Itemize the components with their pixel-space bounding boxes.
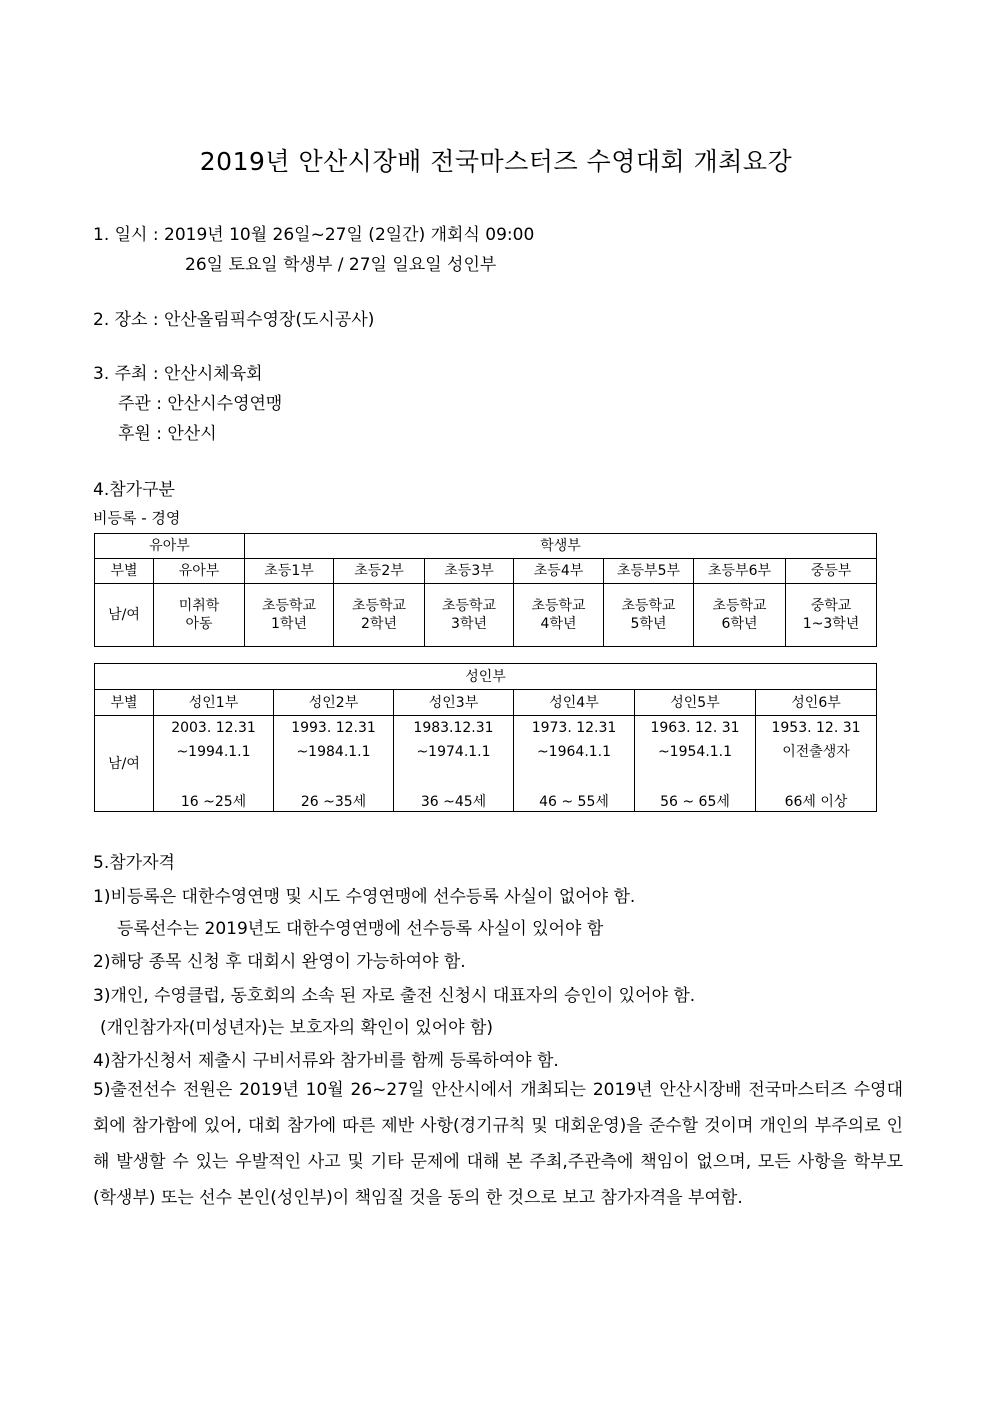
column-header: 성인5부 — [635, 690, 756, 716]
cell-text: 중학교 — [810, 598, 852, 614]
adult-division-table — [94, 663, 877, 812]
qualification-item: 4)참가신청서 제출시 구비서류와 참가비를 함께 등록하여야 함. — [93, 1051, 559, 1071]
table-cell — [154, 716, 274, 812]
table-cell — [154, 584, 245, 647]
column-header: 초등부6부 — [694, 559, 786, 584]
cell-text: 초등학교 — [261, 598, 317, 614]
qualification-item: 3)개인, 수영클럽, 동호회의 소속 된 자로 출전 신청시 대표자의 승인이 있어야 함. — [93, 986, 696, 1006]
column-header: 초등2부 — [334, 559, 425, 584]
birth-end: ~1994.1.1 — [176, 744, 251, 760]
birth-end: 이전출생자 — [782, 744, 850, 760]
section5-heading: 5.참가자격 — [93, 853, 175, 873]
birth-end: ~1984.1.1 — [296, 744, 371, 760]
group-header-adult: 성인부 — [95, 664, 877, 690]
age-range: 46 ~ 55세 — [539, 794, 609, 810]
cell-text: 4학년 — [540, 616, 577, 632]
table-cell — [95, 584, 154, 647]
birth-start: 1953. 12. 31 — [771, 720, 861, 736]
cell-text: 6학년 — [721, 616, 758, 632]
table-cell — [756, 716, 877, 812]
student-division-table — [94, 533, 877, 647]
group-header-student: 학생부 — [245, 534, 877, 559]
table-cell — [245, 584, 334, 647]
table-cell — [425, 584, 514, 647]
column-header: 초등부5부 — [604, 559, 694, 584]
cell-text: 초등학교 — [441, 598, 497, 614]
group-header-preschool: 유아부 — [95, 534, 245, 559]
table-cell — [514, 584, 604, 647]
age-range: 66세 이상 — [784, 794, 848, 810]
sponsor-line: 후원 : 안산시 — [118, 424, 217, 444]
birth-start: 1963. 12. 31 — [650, 720, 740, 736]
age-range: 56 ~ 65세 — [660, 794, 730, 810]
host-line: 3. 주최 : 안산시체육회 — [93, 364, 263, 384]
table-cell — [394, 716, 514, 812]
qualification-item: 2)해당 종목 신청 후 대회시 완영이 가능하여야 함. — [93, 952, 466, 972]
column-header: 성인4부 — [514, 690, 635, 716]
age-range: 36 ~45세 — [420, 794, 487, 810]
birth-end: ~1964.1.1 — [536, 744, 612, 760]
column-header: 중등부 — [786, 559, 877, 584]
birth-end: ~1954.1.1 — [657, 744, 733, 760]
birth-start: 1983.12.31 — [413, 720, 494, 736]
column-header: 유아부 — [154, 559, 245, 584]
table-cell — [635, 716, 756, 812]
cell-text: 아동 — [185, 616, 213, 632]
schedule-detail-line: 26일 토요일 학생부 / 27일 일요일 성인부 — [185, 255, 497, 275]
cell-text: 3학년 — [451, 616, 487, 632]
table-cell — [274, 716, 394, 812]
column-header: 성인1부 — [154, 690, 274, 716]
cell-text: 초등학교 — [621, 598, 676, 614]
section4-heading: 4.참가구분 — [93, 480, 175, 500]
cell-text: 1학년 — [271, 616, 307, 632]
schedule-line: 1. 일시 : 2019년 10월 26일~27일 (2일간) 개회식 09:00 — [93, 225, 535, 245]
cell-text: 미취학 — [178, 598, 220, 614]
cell-text: 5학년 — [630, 616, 667, 632]
cell-text: 남/여 — [108, 607, 140, 623]
age-range: 16 ~25세 — [180, 794, 247, 810]
birth-start: 2003. 12.31 — [171, 720, 256, 736]
column-header: 부별 — [95, 559, 154, 584]
cell-text: 초등학교 — [531, 598, 586, 614]
row-label: 남/여 — [95, 716, 154, 812]
cell-text: 초등학교 — [351, 598, 407, 614]
cell-text: 2학년 — [361, 616, 397, 632]
venue-line: 2. 장소 : 안산올림픽수영장(도시공사) — [93, 310, 375, 330]
cell-text: 초등학교 — [712, 598, 767, 614]
column-header: 성인2부 — [274, 690, 394, 716]
table-cell — [514, 716, 635, 812]
column-header: 초등4부 — [514, 559, 604, 584]
qualification-item: 등록선수는 2019년도 대한수영연맹에 선수등록 사실이 있어야 함 — [117, 919, 604, 939]
section4-subheading: 비등록 - 경영 — [93, 509, 181, 527]
qualification-item: (개인참가자(미성년자)는 보호자의 확인이 있어야 함) — [100, 1018, 494, 1038]
table-cell — [694, 584, 786, 647]
document-title: 2019년 안산시장배 전국마스터즈 수영대회 개최요강 — [199, 147, 793, 176]
organizer-line: 주관 : 안산시수영연맹 — [118, 394, 283, 414]
cell-text: 1~3학년 — [802, 616, 860, 632]
qualification-item: 1)비등록은 대한수영연맹 및 시도 수영연맹에 선수등록 사실이 없어야 함. — [93, 887, 636, 907]
birth-end: ~1974.1.1 — [416, 744, 491, 760]
age-range: 26 ~35세 — [300, 794, 367, 810]
table-cell — [334, 584, 425, 647]
column-header: 성인6부 — [756, 690, 877, 716]
birth-start: 1973. 12.31 — [531, 720, 617, 736]
table-cell — [604, 584, 694, 647]
column-header: 부별 — [95, 690, 154, 716]
table-cell — [786, 584, 877, 647]
birth-start: 1993. 12.31 — [291, 720, 376, 736]
column-header: 초등3부 — [425, 559, 514, 584]
column-header: 초등1부 — [245, 559, 334, 584]
qualification-paragraph: 5)출전선수 전원은 2019년 10월 26~27일 안산시에서 개최되는 2019년 안산시장배 전국마스터즈 수영대회에 참가함에 있어, 대회 참가에 따른 제반 사항(경기규칙 및 대회운영)을 준수할 것이며 개인의 부주의로 인해 발생할 수 있는 우발적인 사고 및 기타 문제에 대해 본 주최,주관측에 책임이 없으며, 모든 사항을 학부모(학생부) 또는 선수 본인(성인부)이 책임질 것을 동의 한 것으로 보고 참가자격을 부여함. — [93, 1080, 903, 1208]
column-header: 성인3부 — [394, 690, 514, 716]
